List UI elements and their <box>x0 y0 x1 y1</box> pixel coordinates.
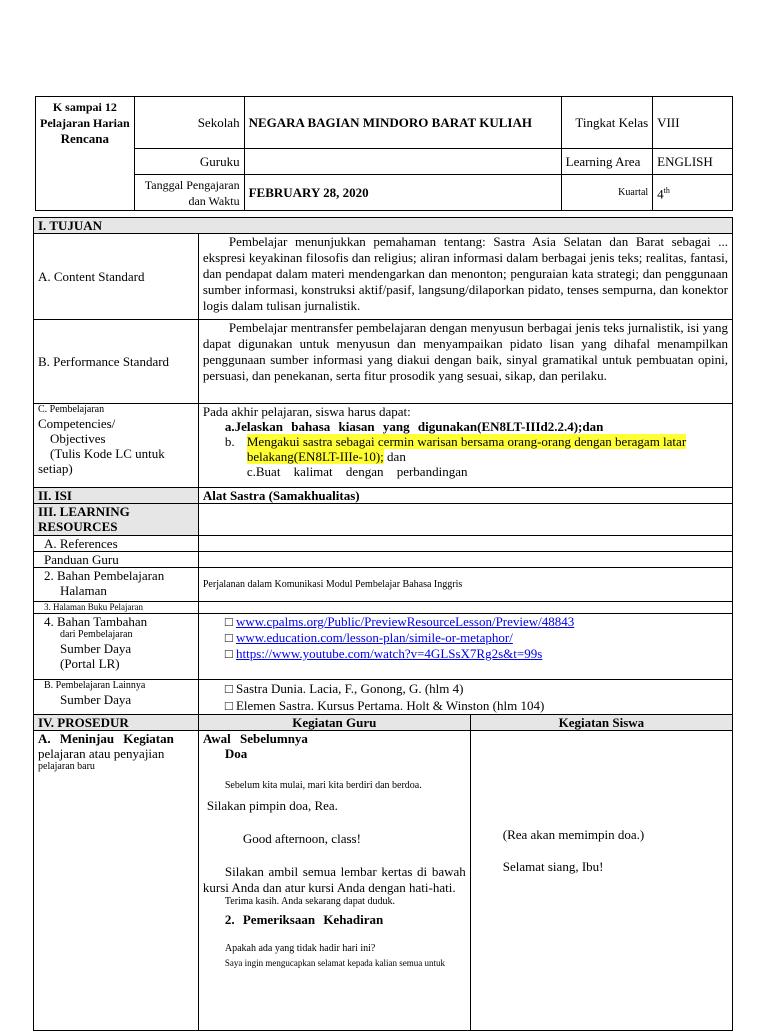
area-value: ENGLISH <box>653 149 733 175</box>
quarter-suffix: th <box>663 186 670 196</box>
other-resource-2-text: Elemen Sastra. Kursus Pertama. Holt & Winston (hlm 104) <box>235 698 545 713</box>
performance-standard-label: B. Performance Standard <box>34 320 199 404</box>
siswa-line-1: (Rea akan memimpin doa.) <box>502 827 645 842</box>
guru-line-7: Apakah ada yang tidak hadir hari ini? <box>224 943 376 954</box>
other-resource-2 <box>225 697 728 714</box>
competencies-content <box>198 404 732 488</box>
bullet-box-icon: □ <box>224 681 233 696</box>
plan-title <box>36 97 135 211</box>
guru-line-3: Good afternoon, class! <box>242 831 361 846</box>
bullet-box-icon: □ <box>224 698 233 713</box>
objective-b-marker: b. <box>224 434 235 449</box>
date-label <box>134 175 244 211</box>
prosedur-heading: IV. PROSEDUR <box>34 715 199 731</box>
panduan-empty <box>198 552 732 568</box>
guru-activities <box>198 731 470 1031</box>
guru-line-8: Saya ingin mengucapkan selamat kepada kalian semua untuk <box>224 958 446 968</box>
tambahan-label-line-2: dari Pembelajaran <box>60 629 133 640</box>
grade-label: Tingkat Kelas <box>561 97 653 149</box>
tambahan-label <box>34 614 199 680</box>
performance-standard-text: Pembelajar mentransfer pembelajaran dengan menyusun berbagai jenis teks jurnalistik, isi yang dapat digunakan untuk menyusun dan menyampaikan pidato lisan yang dihafal menampilkan penggunaan sumber informasi yang diakui dengan baik, sinyal gramatikal untuk pembuatan opini, persuasi, dan penekanan, serta fitur prosodik yang sesuai, sikap, dan perilaku. <box>198 320 732 404</box>
plan-title-line-2: Pelajaran Harian <box>40 116 130 130</box>
meninjau-label-line-2: pelajaran atau penyajian <box>38 746 165 761</box>
other-resources <box>198 680 732 715</box>
panduan-label: Panduan Guru <box>34 552 199 568</box>
school-label: Sekolah <box>134 97 244 149</box>
lainnya-label-line-2: Sumber Daya <box>60 692 132 707</box>
date-label-line-2: dan Waktu <box>188 193 240 208</box>
siswa-column-header: Kegiatan Siswa <box>470 715 732 731</box>
bahan-label-line-1: 2. Bahan Pembelajaran <box>44 568 165 583</box>
teacher-value <box>244 149 561 175</box>
meninjau-label-line-3: pelajaran baru <box>38 761 95 772</box>
school-value: NEGARA BAGIAN MINDORO BARAT KULIAH <box>244 97 561 149</box>
objective-b-body <box>247 434 728 464</box>
competencies-intro: Pada akhir pelajaran, siswa harus dapat: <box>202 404 411 419</box>
link-cpalms[interactable]: www.cpalms.org/Public/PreviewResourceLesson/Preview/48843 <box>235 614 575 629</box>
siswa-activities <box>470 731 732 1031</box>
bullet-box-icon: □ <box>224 614 233 629</box>
doa-heading: Doa <box>224 746 248 761</box>
quarter-number: 4 <box>657 186 664 202</box>
other-resource-1-text: Sastra Dunia. Lacia, F., Gonong, G. (hlm 4) <box>235 681 464 696</box>
objective-a: a.Jelaskan bahasa kiasan yang digunakan(EN8LT-IIId2.2.4);dan <box>224 419 604 434</box>
bahan-value: Perjalanan dalam Komunikasi Modul Pembelajar Bahasa Inggris <box>198 568 732 602</box>
competencies-label <box>34 404 199 488</box>
plan-title-line-1: K sampai 12 <box>52 100 117 114</box>
bullet-box-icon: □ <box>224 630 233 645</box>
guru-line-4: Silakan ambil semua lembar kertas di bawah kursi Anda dan atur kursi Anda dengan hati-hati. <box>202 864 466 895</box>
tambahan-label-line-4: (Portal LR) <box>60 656 120 671</box>
lesson-plan-table <box>33 217 733 1031</box>
competencies-label-line-4: (Tulis Kode LC untuk <box>50 446 165 461</box>
competencies-label-line-1: C. Pembelajaran <box>38 404 105 415</box>
objective-b-tail: dan <box>383 449 406 464</box>
meninjau-label <box>34 731 199 1031</box>
awal-heading: Awal Sebelumnya <box>202 731 308 746</box>
other-resource-1 <box>225 680 728 697</box>
area-label: Learning Area <box>561 149 653 175</box>
meninjau-label-line-1: A. Meninjau Kegiatan <box>38 731 174 746</box>
guru-line-5: Terima kasih. Anda sekarang dapat duduk. <box>224 896 395 907</box>
halaman-buku-empty <box>198 602 732 614</box>
lainnya-label-line-1: B. Pembelajaran Lainnya <box>44 680 146 691</box>
tujuan-heading: I. TUJUAN <box>34 218 733 234</box>
links-list <box>198 614 732 680</box>
bullet-box-icon: □ <box>224 646 233 661</box>
quarter-value <box>653 175 733 211</box>
references-label: A. References <box>34 536 199 552</box>
link-item-3 <box>225 646 728 662</box>
teacher-label: Guruku <box>134 149 244 175</box>
resources-heading: III. LEARNING RESOURCES <box>34 504 199 536</box>
content-standard-label: A. Content Standard <box>34 234 199 320</box>
link-education[interactable]: www.education.com/lesson-plan/simile-or-metaphor/ <box>235 630 513 645</box>
isi-heading: II. ISI <box>34 488 199 504</box>
quarter-label: Kuartal <box>561 175 653 211</box>
competencies-label-line-2: Competencies/ <box>38 416 116 431</box>
objective-b-text: Mengakui sastra sebagai cermin warisan bersama orang-orang dengan beragam latar belakang(EN8LT-IIIe-10); <box>246 434 687 464</box>
bahan-label-line-2: Halaman <box>60 583 107 598</box>
link-youtube[interactable]: https://www.youtube.com/watch?v=4GLSsX7Rg2s&t=99s <box>235 646 543 661</box>
references-empty <box>198 536 732 552</box>
tambahan-label-line-1: 4. Bahan Tambahan <box>44 614 148 629</box>
attendance-heading: 2. Pemeriksaan Kehadiran <box>224 912 384 927</box>
objective-c: c.Buat kalimat dengan perbandingan <box>246 464 468 479</box>
bahan-label <box>34 568 199 602</box>
tambahan-label-line-3: Sumber Daya <box>60 641 132 656</box>
link-item-1 <box>225 614 728 630</box>
objective-b <box>203 434 728 464</box>
content-standard-text: Pembelajar menunjukkan pemahaman tentang: Sastra Asia Selatan dan Barat sebagai ... ekspresi keyakinan filosofis dan religius; aliran informasi dalam berbagai jenis teks; realitas, fantasi, dan pendapat dalam materi mendengarkan dan menonton; penguraian kata strategi; dan penggunaan sumber informasi, konstruksi aktif/pasif, langsung/dilaporkan pidato, tenses sempurna, dan konektor logis dalam tulisan jurnalistik. <box>198 234 732 320</box>
date-value: FEBRUARY 28, 2020 <box>244 175 561 211</box>
plan-title-line-3: Rencana <box>60 131 110 146</box>
header-table <box>35 96 733 211</box>
competencies-label-line-5: setiap) <box>38 461 73 476</box>
link-item-2 <box>225 630 728 646</box>
isi-value: Alat Sastra (Samakhualitas) <box>198 488 732 504</box>
siswa-line-2: Selamat siang, Ibu! <box>502 859 604 874</box>
guru-line-2: Silakan pimpin doa, Rea. <box>206 798 338 813</box>
date-label-line-1: Tanggal Pengajaran <box>144 177 240 192</box>
halaman-buku-label: 3. Halaman Buku Pelajaran <box>34 602 199 614</box>
grade-value: VIII <box>653 97 733 149</box>
guru-line-1: Sebelum kita mulai, mari kita berdiri dan berdoa. <box>224 780 422 791</box>
competencies-label-line-3: Objectives <box>50 431 106 446</box>
guru-column-header: Kegiatan Guru <box>198 715 470 731</box>
lainnya-label <box>34 680 199 715</box>
resources-empty <box>198 504 732 536</box>
